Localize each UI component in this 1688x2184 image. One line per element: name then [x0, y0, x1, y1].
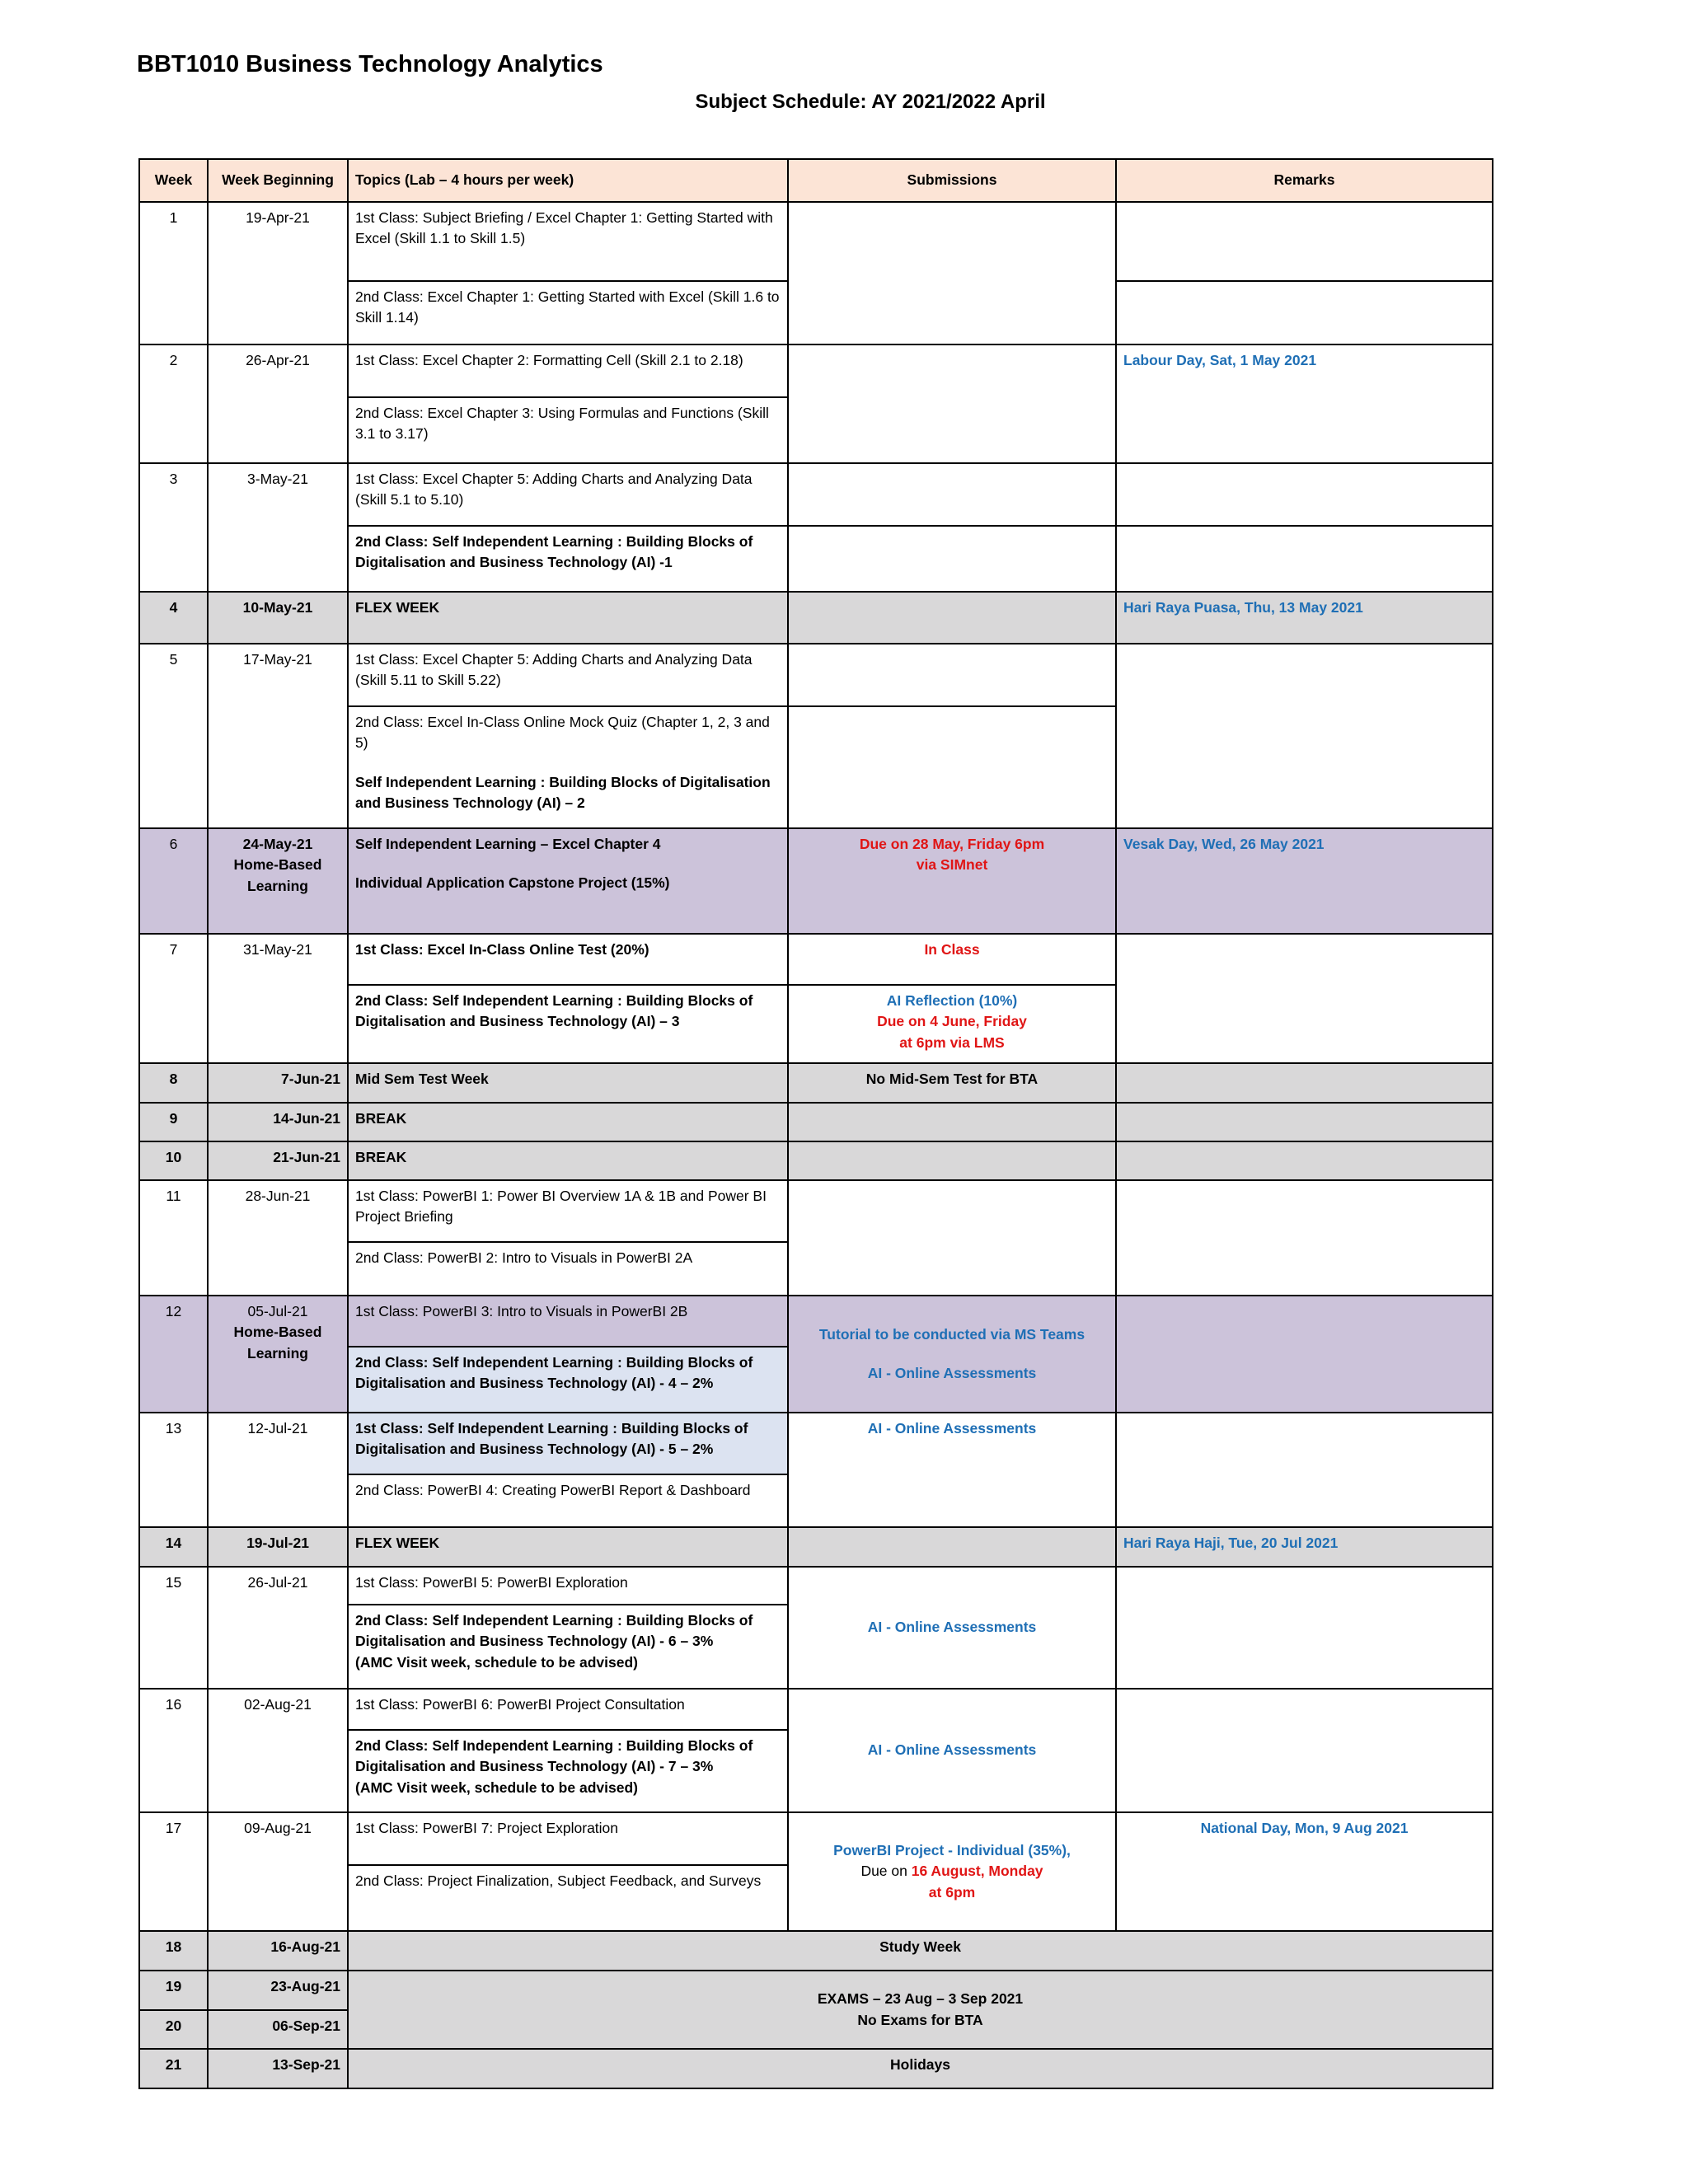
table-row [139, 592, 1493, 644]
table-row [139, 1063, 1493, 1103]
document-subtitle: Subject Schedule: AY 2021/2022 April [695, 91, 1046, 113]
topic-cell: 1st Class: PowerBI 6: PowerBI Project Consultation [348, 1689, 788, 1730]
topic-cell: 2nd Class: Project Finalization, Subject Feedback, and Surveys [348, 1865, 788, 1931]
due-label: Due on [860, 1863, 907, 1880]
submission-cell: AI - Online Assessments [788, 1567, 1116, 1689]
exam-line: No Exams for BTA [857, 2011, 983, 2028]
submission-cell [788, 985, 1116, 1063]
remark-cell [1116, 1413, 1493, 1527]
remark-cell [1116, 644, 1493, 828]
submission-cell [788, 526, 1116, 592]
topic-cell [348, 1605, 788, 1689]
week-number: 2 [139, 344, 208, 463]
topic-line: Self Independent Learning : Building Blocks of Digitalisation and Business Technology (AI) – 2 [355, 773, 771, 812]
remark-holiday: Hari Raya Haji, Tue, 20 Jul 2021 [1116, 1527, 1493, 1567]
topic-cell: 1st Class: PowerBI 7: Project Exploration [348, 1812, 788, 1865]
table-row [139, 1567, 1493, 1605]
week-date: 09-Aug-21 [208, 1812, 348, 1931]
topic-line: 2nd Class: Excel In-Class Online Mock Quiz (Chapter 1, 2, 3 and 5) [355, 714, 770, 752]
topic-cell: 2nd Class: Excel Chapter 3: Using Formulas and Functions (Skill 3.1 to 3.17) [348, 397, 788, 463]
submission-title: PowerBI Project - Individual (35%), [833, 1841, 1071, 1858]
remark-cell [1116, 1567, 1493, 1689]
header-week-beginning: Week Beginning [208, 159, 348, 202]
week-number: 21 [139, 2049, 208, 2088]
document-title: BBT1010 Business Technology Analytics [137, 51, 603, 77]
table-row [139, 344, 1493, 397]
submission-cell [788, 344, 1116, 463]
week-date: 19-Jul-21 [208, 1527, 348, 1567]
topic-cell: Mid Sem Test Week [348, 1063, 788, 1103]
week-number: 8 [139, 1063, 208, 1103]
table-row [139, 1527, 1493, 1567]
header-row [139, 159, 1493, 202]
home-based-note: Home-Based Learning [233, 856, 322, 894]
week-number: 6 [139, 828, 208, 934]
exam-cell [348, 1971, 1493, 2049]
submission-cell [788, 1296, 1116, 1413]
week-date: 28-Jun-21 [208, 1180, 348, 1296]
topic-line: (AMC Visit week, schedule to be advised) [355, 1779, 638, 1796]
remark-holiday: Vesak Day, Wed, 26 May 2021 [1116, 828, 1493, 934]
table-row [139, 828, 1493, 934]
week-number: 11 [139, 1180, 208, 1296]
table-row [139, 1296, 1493, 1347]
table-row [139, 1689, 1493, 1730]
due-date: Due on 28 May, Friday 6pm [859, 836, 1045, 852]
due-time: at 6pm [928, 1883, 976, 1900]
week-number: 15 [139, 1567, 208, 1689]
week-date: 12-Jul-21 [208, 1413, 348, 1527]
week-date [208, 828, 348, 934]
submission-cell [788, 706, 1116, 828]
topic-cell: 1st Class: PowerBI 5: PowerBI Exploration [348, 1567, 788, 1605]
submission-cell: AI - Online Assessments [788, 1413, 1116, 1527]
submission-note: AI - Online Assessments [867, 1365, 1037, 1381]
submission-cell [788, 1141, 1116, 1180]
topic-cell: 2nd Class: Self Independent Learning : Building Blocks of Digitalisation and Business Technology (AI) - 4 – 2% [348, 1347, 788, 1413]
remark-cell [1116, 1063, 1493, 1103]
week-number: 16 [139, 1689, 208, 1812]
remark-cell [1116, 1180, 1493, 1296]
week-number: 19 [139, 1971, 208, 2010]
submission-cell [788, 1527, 1116, 1567]
week-number: 14 [139, 1527, 208, 1567]
due-date: 16 August, Monday [911, 1863, 1043, 1880]
submission-note: Tutorial to be conducted via MS Teams [818, 1325, 1085, 1343]
week-number: 1 [139, 202, 208, 344]
week-date: 26-Jul-21 [208, 1567, 348, 1689]
table-row [139, 1103, 1493, 1141]
topic-cell: 1st Class: Excel Chapter 2: Formatting Cell (Skill 2.1 to 2.18) [348, 344, 788, 397]
header-week: Week [139, 159, 208, 202]
remark-holiday: Hari Raya Puasa, Thu, 13 May 2021 [1116, 592, 1493, 644]
remark-cell [1116, 526, 1493, 592]
table-row [139, 934, 1493, 985]
topic-cell: BREAK [348, 1103, 788, 1141]
week-date: 3-May-21 [208, 463, 348, 592]
remark-holiday: Labour Day, Sat, 1 May 2021 [1116, 344, 1493, 463]
remark-cell [1116, 1296, 1493, 1413]
week-number: 4 [139, 592, 208, 644]
span-cell: Holidays [348, 2049, 1493, 2088]
week-date: 02-Aug-21 [208, 1689, 348, 1812]
week-number: 13 [139, 1413, 208, 1527]
week-date: 13-Sep-21 [208, 2049, 348, 2088]
week-date: 06-Sep-21 [208, 2010, 348, 2049]
submission-cell [788, 828, 1116, 934]
topic-line: 2nd Class: Self Independent Learning : Building Blocks of Digitalisation and Business Technology (AI) - 7 – 3% [355, 1737, 753, 1775]
submission-cell: In Class [788, 934, 1116, 985]
topic-line: Individual Application Capstone Project (15%) [355, 874, 670, 892]
week-number: 10 [139, 1141, 208, 1180]
remark-cell [1116, 1141, 1493, 1180]
week-number: 20 [139, 2010, 208, 2049]
week-date: 16-Aug-21 [208, 1931, 348, 1971]
topic-cell: 2nd Class: Excel Chapter 1: Getting Started with Excel (Skill 1.6 to Skill 1.14) [348, 281, 788, 344]
remark-cell [1116, 1103, 1493, 1141]
week-number: 3 [139, 463, 208, 592]
topic-cell: 1st Class: Self Independent Learning : Building Blocks of Digitalisation and Business Technology (AI) - 5 – 2% [348, 1413, 788, 1474]
topic-cell: 2nd Class: Self Independent Learning : Building Blocks of Digitalisation and Business Technology (AI) – 3 [348, 985, 788, 1063]
table-row [139, 202, 1493, 281]
submission-cell [788, 463, 1116, 526]
header-topics: Topics (Lab – 4 hours per week) [348, 159, 788, 202]
topic-cell: 1st Class: Subject Briefing / Excel Chapter 1: Getting Started with Excel (Skill 1.1 to Skill 1.5) [348, 202, 788, 281]
submission-cell [788, 1180, 1116, 1296]
topic-cell: 1st Class: Excel Chapter 5: Adding Charts and Analyzing Data (Skill 5.1 to 5.10) [348, 463, 788, 526]
topic-cell: 1st Class: Excel In-Class Online Test (20%) [348, 934, 788, 985]
topic-line: (AMC Visit week, schedule to be advised) [355, 1653, 638, 1671]
topic-cell: 2nd Class: PowerBI 4: Creating PowerBI Report & Dashboard [348, 1474, 788, 1527]
due-channel: at 6pm via LMS [899, 1033, 1005, 1051]
topic-cell: 2nd Class: Self Independent Learning : Building Blocks of Digitalisation and Business Technology (AI) -1 [348, 526, 788, 592]
table-row [139, 463, 1493, 526]
due-channel: via SIMnet [916, 856, 988, 874]
home-based-note: Home-Based Learning [233, 1324, 322, 1361]
table-row [139, 1971, 1493, 2010]
submission-cell [788, 202, 1116, 344]
header-remarks: Remarks [1116, 159, 1493, 202]
week-number: 5 [139, 644, 208, 828]
remark-cell [1116, 202, 1493, 281]
week-date: 14-Jun-21 [208, 1103, 348, 1141]
remark-cell [1116, 463, 1493, 526]
week-date: 7-Jun-21 [208, 1063, 348, 1103]
week-date: 31-May-21 [208, 934, 348, 1063]
week-number: 18 [139, 1931, 208, 1971]
week-date: 19-Apr-21 [208, 202, 348, 344]
week-date: 21-Jun-21 [208, 1141, 348, 1180]
week-date [208, 1296, 348, 1413]
submission-cell: No Mid-Sem Test for BTA [788, 1063, 1116, 1103]
submission-cell: AI - Online Assessments [788, 1689, 1116, 1812]
week-date-text: 05-Jul-21 [247, 1303, 308, 1319]
table-row [139, 644, 1493, 706]
table-row [139, 1812, 1493, 1865]
submission-cell [788, 644, 1116, 706]
submission-cell [788, 1812, 1116, 1931]
submission-cell [788, 1103, 1116, 1141]
table-row [139, 1141, 1493, 1180]
topic-cell: BREAK [348, 1141, 788, 1180]
week-date-text: 24-May-21 [242, 836, 313, 852]
remark-cell [1116, 934, 1493, 1063]
week-date: 10-May-21 [208, 592, 348, 644]
remark-cell [1116, 281, 1493, 344]
remark-cell [1116, 1689, 1493, 1812]
topic-cell: FLEX WEEK [348, 592, 788, 644]
topic-cell [348, 706, 788, 828]
topic-cell: 1st Class: PowerBI 3: Intro to Visuals in PowerBI 2B [348, 1296, 788, 1347]
span-cell: Study Week [348, 1931, 1493, 1971]
week-number: 9 [139, 1103, 208, 1141]
week-number: 7 [139, 934, 208, 1063]
week-number: 12 [139, 1296, 208, 1413]
week-date: 17-May-21 [208, 644, 348, 828]
due-date: Due on 4 June, Friday [877, 1013, 1027, 1030]
topic-cell: 1st Class: PowerBI 1: Power BI Overview 1A & 1B and Power BI Project Briefing [348, 1180, 788, 1242]
topic-cell [348, 1730, 788, 1812]
week-date: 26-Apr-21 [208, 344, 348, 463]
week-number: 17 [139, 1812, 208, 1931]
week-date: 23-Aug-21 [208, 1971, 348, 2010]
exam-line: EXAMS – 23 Aug – 3 Sep 2021 [817, 1990, 1024, 2008]
table-row [139, 1413, 1493, 1474]
topic-cell: 1st Class: Excel Chapter 5: Adding Charts and Analyzing Data (Skill 5.11 to Skill 5.22) [348, 644, 788, 706]
remark-holiday: National Day, Mon, 9 Aug 2021 [1116, 1812, 1493, 1931]
topic-cell: 2nd Class: PowerBI 2: Intro to Visuals in PowerBI 2A [348, 1242, 788, 1296]
topic-line: 2nd Class: Self Independent Learning : Building Blocks of Digitalisation and Business Technology (AI) - 6 – 3% [355, 1612, 753, 1650]
table-row [139, 1180, 1493, 1242]
topic-cell: FLEX WEEK [348, 1527, 788, 1567]
table-row [139, 1931, 1493, 1971]
topic-cell [348, 828, 788, 934]
submission-cell [788, 592, 1116, 644]
submission-title: AI Reflection (10%) [886, 992, 1018, 1009]
schedule-table [138, 158, 1493, 2089]
topic-line: Self Independent Learning – Excel Chapter 4 [355, 836, 661, 852]
header-submissions: Submissions [788, 159, 1116, 202]
table-row [139, 2049, 1493, 2088]
